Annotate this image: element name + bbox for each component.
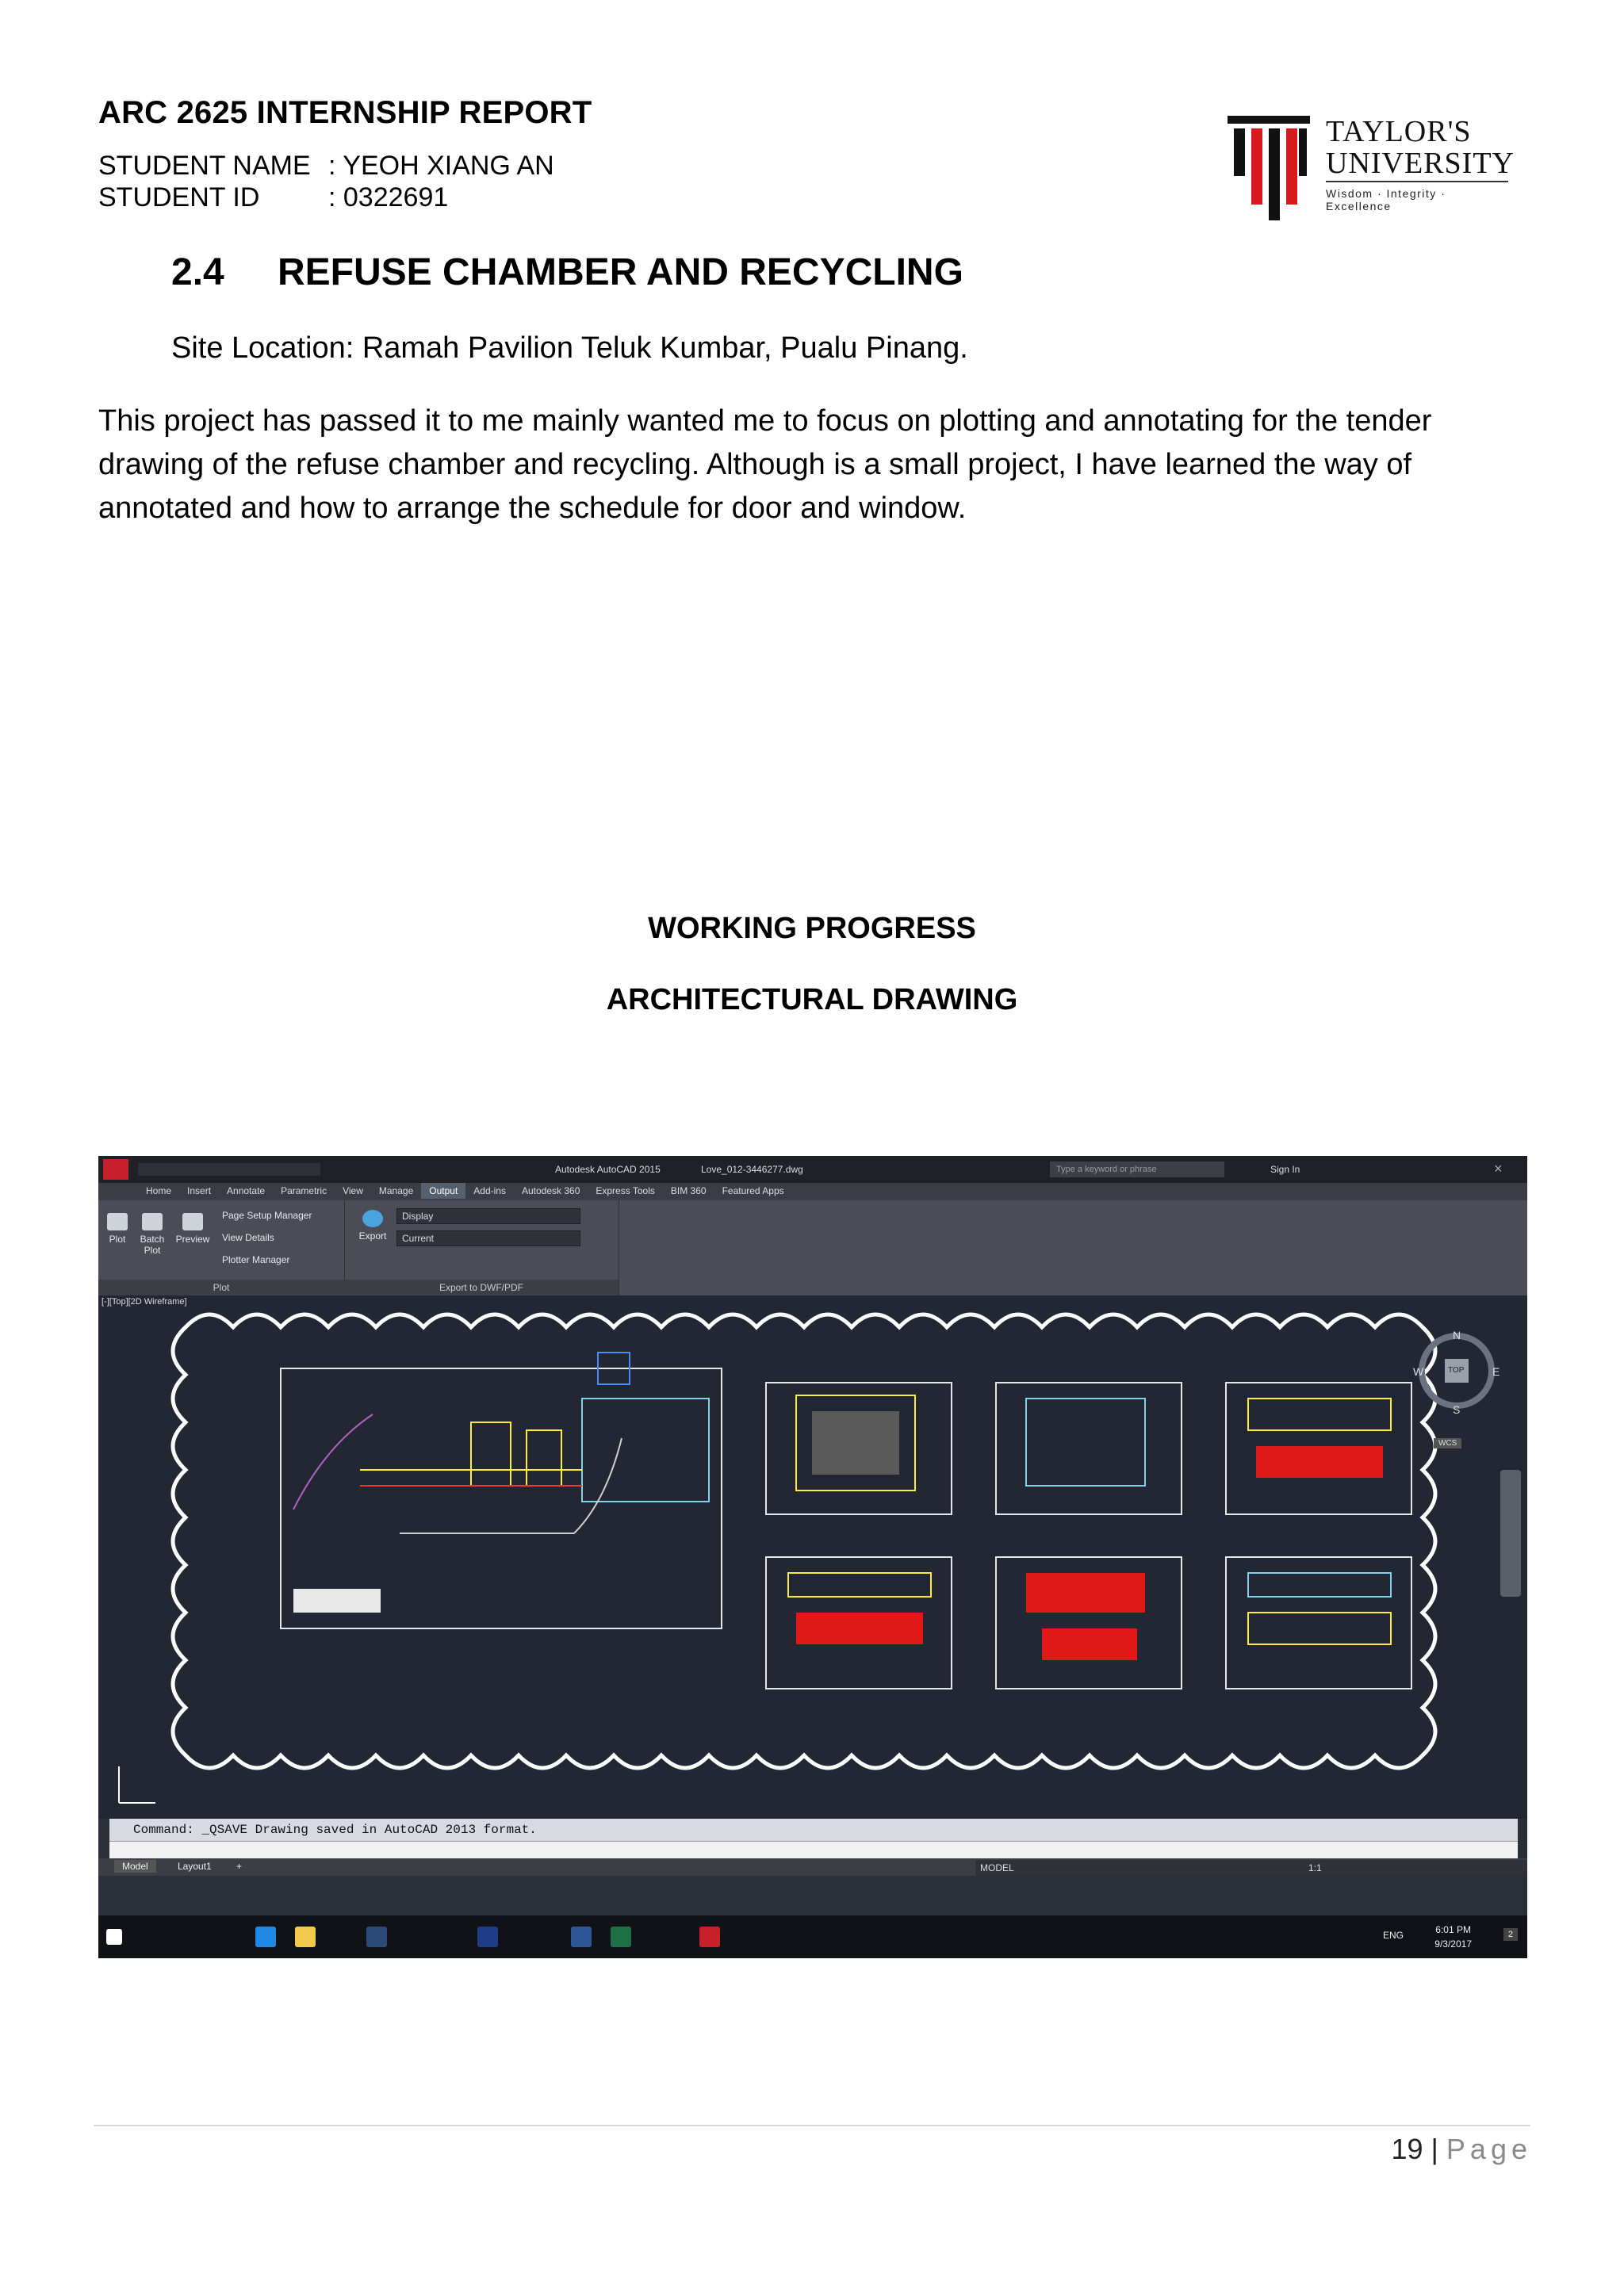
windows-start-icon[interactable] — [106, 1929, 122, 1945]
quick-access-toolbar[interactable] — [138, 1163, 320, 1176]
student-id-row — [98, 182, 448, 213]
viewport-label[interactable]: [-][Top][2D Wireframe] — [102, 1297, 187, 1307]
sheet-contents — [788, 1395, 1391, 1660]
site-location: Site Location: Ramah Pavilion Teluk Kumbar, Pualu Pinang. — [171, 331, 968, 365]
autocad-app-icon[interactable] — [103, 1159, 128, 1180]
working-progress-heading: WORKING PROGRESS — [648, 912, 976, 945]
course-title: ARC 2625 INTERNSHIP REPORT — [98, 95, 592, 130]
tab-bim-360[interactable]: BIM 360 — [670, 1185, 707, 1196]
plot-panel — [98, 1200, 345, 1295]
tab-annotate[interactable]: Annotate — [227, 1185, 266, 1196]
tab-autodesk-360[interactable]: Autodesk 360 — [521, 1185, 580, 1196]
logo-tagline: Wisdom · Integrity · Excellence — [1326, 187, 1446, 212]
title-bar — [98, 1156, 1527, 1183]
page-word: Page — [1446, 2133, 1532, 2165]
clock-time: 6:01 PM — [1435, 1924, 1471, 1935]
ucs-icon — [119, 1766, 155, 1803]
viewcube-east[interactable]: E — [1492, 1365, 1500, 1378]
student-name-label: STUDENT NAME — [98, 151, 311, 181]
page-number: 19 — [1391, 2133, 1423, 2165]
page-setup-select[interactable]: Current — [396, 1230, 580, 1246]
clock-date: 9/3/2017 — [1434, 1938, 1472, 1950]
taylors-university-logo — [1228, 116, 1513, 220]
ribbon-tabs — [98, 1183, 1527, 1200]
status-model-button[interactable]: MODEL — [980, 1862, 1014, 1873]
section-number: 2.4 — [171, 251, 224, 293]
footer-divider — [94, 2125, 1530, 2126]
preview-button[interactable]: Preview — [174, 1213, 211, 1245]
page-footer — [1391, 2133, 1532, 2166]
photoshop-icon[interactable] — [477, 1927, 498, 1947]
tab-featured-apps[interactable]: Featured Apps — [722, 1185, 784, 1196]
close-icon[interactable]: × — [1494, 1161, 1503, 1177]
batch-plot-icon — [142, 1213, 163, 1230]
tab-parametric[interactable]: Parametric — [281, 1185, 327, 1196]
excel-icon[interactable] — [611, 1927, 631, 1947]
export-display-select[interactable]: Display — [396, 1208, 580, 1224]
tab-home[interactable]: Home — [146, 1185, 172, 1196]
viewcube-south[interactable]: S — [1453, 1403, 1461, 1416]
autocad-screenshot — [98, 1156, 1527, 1958]
file-explorer-icon[interactable] — [295, 1927, 316, 1947]
preview-icon — [182, 1213, 203, 1230]
logo-name-line1: TAYLOR'S — [1326, 115, 1472, 148]
sign-in-link[interactable]: Sign In — [1270, 1164, 1300, 1175]
drawing-canvas[interactable] — [98, 1295, 1527, 1819]
tab-layout1[interactable]: Layout1 — [178, 1861, 212, 1872]
window-title: Autodesk AutoCAD 2015 — [555, 1164, 661, 1175]
tab-model[interactable]: Model — [114, 1860, 156, 1873]
autocad-taskbar-icon[interactable] — [699, 1927, 720, 1947]
drawing-area — [98, 1295, 1527, 1819]
batch-plot-button[interactable]: Batch Plot — [138, 1213, 167, 1256]
student-name-value: : YEOH XIANG AN — [328, 151, 554, 181]
add-layout-button[interactable]: + — [236, 1861, 243, 1872]
student-id-label: STUDENT ID — [98, 182, 260, 212]
student-id-value: : 0322691 — [328, 182, 449, 212]
export-panel-label: Export to DWF/PDF — [344, 1280, 619, 1295]
edge-icon[interactable] — [255, 1927, 276, 1947]
section-title: REFUSE CHAMBER AND RECYCLING — [278, 251, 963, 293]
site-plan-sheet — [281, 1353, 722, 1628]
page-separator: | — [1431, 2133, 1438, 2165]
taylors-shield-icon — [1228, 116, 1310, 220]
word-icon[interactable] — [571, 1927, 592, 1947]
plotter-manager-button[interactable]: Plotter Manager — [222, 1254, 290, 1265]
viewcube[interactable] — [1413, 1327, 1500, 1414]
tab-output[interactable]: Output — [421, 1183, 465, 1199]
wcs-menu[interactable]: WCS — [1434, 1438, 1461, 1448]
tab-manage[interactable]: Manage — [378, 1185, 414, 1196]
export-panel — [344, 1200, 619, 1295]
ribbon — [98, 1200, 1527, 1295]
language-indicator[interactable]: ENG — [1382, 1930, 1404, 1941]
file-name: Love_012-3446277.dwg — [701, 1164, 803, 1175]
annotation-scale[interactable]: 1:1 — [1308, 1862, 1322, 1873]
status-bar — [975, 1860, 1527, 1876]
viewcube-west[interactable]: W — [1413, 1365, 1424, 1378]
notification-count[interactable]: 2 — [1503, 1928, 1518, 1941]
command-line-history: Command: _QSAVE Drawing saved in AutoCAD 2013 format. — [109, 1819, 1518, 1841]
view-details-button[interactable]: View Details — [222, 1232, 274, 1243]
windows-taskbar — [98, 1915, 1527, 1958]
tab-express-tools[interactable]: Express Tools — [596, 1185, 655, 1196]
printer-icon — [107, 1213, 128, 1230]
student-name-row — [98, 151, 554, 182]
lightroom-icon[interactable] — [366, 1927, 387, 1947]
logo-divider — [1326, 181, 1508, 182]
architectural-drawing-heading: ARCHITECTURAL DRAWING — [606, 983, 1018, 1016]
tab-add-ins[interactable]: Add-ins — [473, 1185, 506, 1196]
system-clock[interactable] — [1434, 1923, 1472, 1951]
body-paragraph: This project has passed it to me mainly wanted me to focus on plotting and annotating for the tender drawing of the refuse chamber and recycling. Although is a small project, I have learned the way of annotated and how to arrange the schedule for door and window. — [98, 404, 1432, 525]
logo-name-line2: UNIVERSITY — [1326, 147, 1515, 180]
plot-button[interactable]: Plot — [105, 1213, 130, 1245]
navigation-bar[interactable] — [1500, 1470, 1521, 1597]
command-input[interactable] — [109, 1841, 1518, 1859]
viewcube-top[interactable]: TOP — [1448, 1366, 1465, 1375]
search-input[interactable]: Type a keyword or phrase — [1050, 1161, 1224, 1177]
page-setup-manager-button[interactable]: Page Setup Manager — [222, 1210, 312, 1221]
export-button[interactable]: Export — [355, 1210, 390, 1242]
tab-view[interactable]: View — [343, 1185, 363, 1196]
logo-name — [1326, 116, 1515, 179]
globe-icon — [362, 1210, 383, 1227]
plot-panel-label: Plot — [98, 1280, 344, 1295]
viewcube-north[interactable]: N — [1453, 1329, 1461, 1341]
tab-insert[interactable]: Insert — [187, 1185, 212, 1196]
